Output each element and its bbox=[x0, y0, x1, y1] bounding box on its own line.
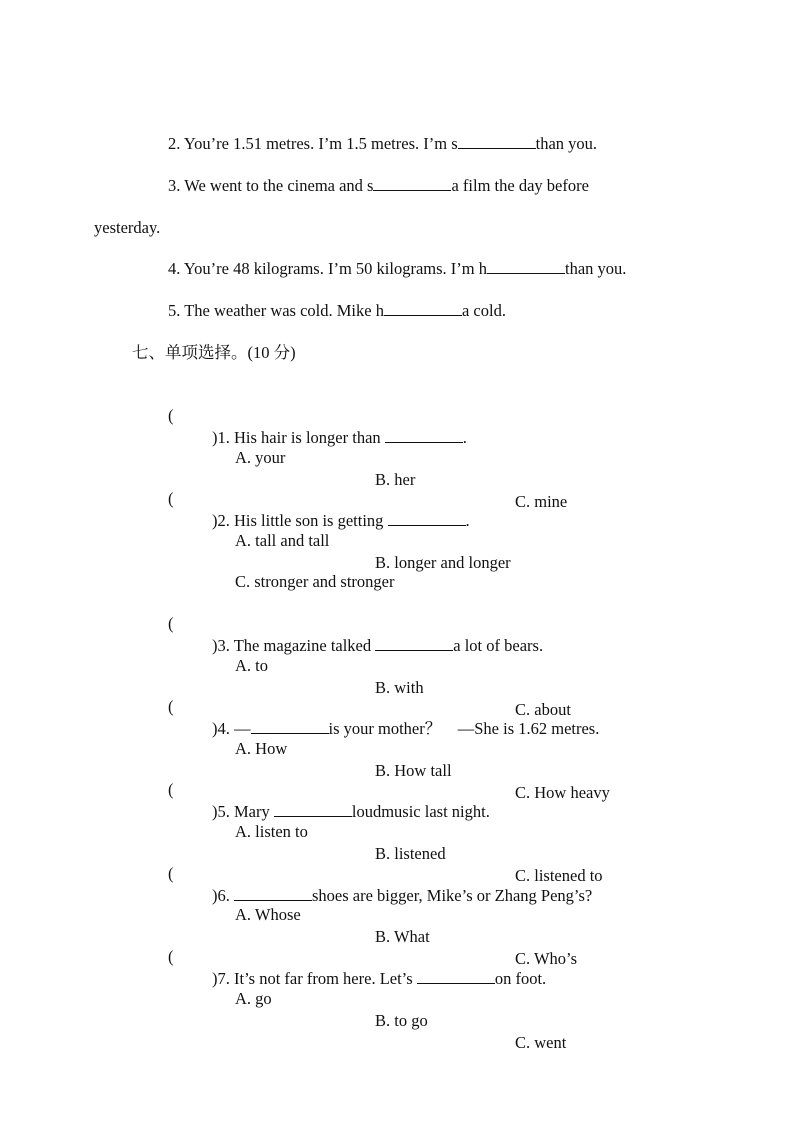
answer-paren[interactable]: ( bbox=[168, 614, 174, 633]
option-a[interactable]: A. How bbox=[235, 739, 288, 758]
question-number: )5. bbox=[212, 802, 230, 821]
question-before: It’s not far from here. Let’s bbox=[229, 969, 417, 988]
option-a[interactable]: A. your bbox=[235, 448, 286, 467]
answer-blank[interactable] bbox=[373, 176, 451, 191]
option-b[interactable]: B. What bbox=[375, 927, 430, 946]
option-a[interactable]: A. go bbox=[235, 989, 272, 1008]
question-2-options-row2 bbox=[0, 549, 794, 593]
fill-item-3 bbox=[168, 175, 589, 197]
question-after: . bbox=[465, 511, 470, 530]
section-heading: 七、单项选择。(10 分) bbox=[132, 343, 296, 362]
answer-paren[interactable]: ( bbox=[168, 947, 174, 966]
fill-item-2-after: than you. bbox=[535, 134, 598, 153]
fill-item-4-before: 4. You’re 48 kilograms. I’m 50 kilograms. I’m h bbox=[168, 259, 487, 278]
question-after: loudmusic last night. bbox=[351, 802, 490, 821]
option-c[interactable]: C. stronger and stronger bbox=[235, 572, 395, 591]
option-c[interactable]: C. mine bbox=[515, 492, 568, 511]
fill-item-4-after: than you. bbox=[564, 259, 627, 278]
fill-item-3-continuation: yesterday. bbox=[94, 218, 161, 237]
fill-item-2 bbox=[168, 133, 597, 155]
question-before: Mary bbox=[229, 802, 274, 821]
fill-item-5-before: 5. The weather was cold. Mike h bbox=[168, 301, 384, 320]
option-b[interactable]: B. her bbox=[375, 470, 416, 489]
answer-blank[interactable] bbox=[487, 259, 565, 274]
answer-paren[interactable]: ( bbox=[168, 780, 174, 799]
answer-blank[interactable] bbox=[458, 134, 536, 149]
question-number: )1. bbox=[212, 428, 230, 447]
question-after: is your mother？ —She is 1.62 metres. bbox=[328, 719, 600, 738]
question-number: )4. bbox=[212, 719, 230, 738]
fill-item-5 bbox=[168, 300, 506, 322]
question-before: The magazine talked bbox=[229, 636, 376, 655]
question-after: shoes are bigger, Mike’s or Zhang Peng’s? bbox=[312, 886, 593, 905]
question-number: )7. bbox=[212, 969, 230, 988]
question-after: on foot. bbox=[494, 969, 547, 988]
option-b[interactable]: B. with bbox=[375, 678, 424, 697]
fill-item-2-before: 2. You’re 1.51 metres. I’m 1.5 metres. I’m s bbox=[168, 134, 458, 153]
question-after: . bbox=[462, 428, 467, 447]
option-b[interactable]: B. listened bbox=[375, 844, 446, 863]
option-a[interactable]: A. listen to bbox=[235, 822, 308, 841]
answer-paren[interactable]: ( bbox=[168, 489, 174, 508]
question-before: His hair is longer than bbox=[229, 428, 385, 447]
option-a[interactable]: A. tall and tall bbox=[235, 531, 330, 550]
answer-paren[interactable]: ( bbox=[168, 406, 174, 425]
option-c[interactable]: C. listened to bbox=[515, 866, 603, 885]
option-b[interactable]: B. longer and longer bbox=[375, 553, 511, 572]
fill-item-3-after: a film the day before bbox=[451, 176, 589, 195]
question-before: His little son is getting bbox=[229, 511, 388, 530]
fill-item-5-after: a cold. bbox=[461, 301, 506, 320]
option-a[interactable]: A. Whose bbox=[235, 905, 301, 924]
option-b[interactable]: B. How tall bbox=[375, 761, 452, 780]
question-number: )2. bbox=[212, 511, 230, 530]
option-c[interactable]: C. went bbox=[515, 1033, 567, 1052]
option-b[interactable]: B. to go bbox=[375, 1011, 428, 1030]
option-c[interactable]: C. How heavy bbox=[515, 783, 610, 802]
answer-paren[interactable]: ( bbox=[168, 864, 174, 883]
fill-item-4 bbox=[168, 258, 626, 280]
question-7-options bbox=[0, 966, 794, 1054]
option-c[interactable]: C. about bbox=[515, 700, 571, 719]
answer-blank[interactable] bbox=[384, 301, 462, 316]
fill-item-3-before: 3. We went to the cinema and s bbox=[168, 176, 374, 195]
question-after: a lot of bears. bbox=[453, 636, 544, 655]
question-number: )3. bbox=[212, 636, 230, 655]
answer-paren[interactable]: ( bbox=[168, 697, 174, 716]
question-number: )6. bbox=[212, 886, 230, 905]
option-a[interactable]: A. to bbox=[235, 656, 268, 675]
option-c[interactable]: C. Who’s bbox=[515, 949, 578, 968]
question-before: — bbox=[229, 719, 251, 738]
